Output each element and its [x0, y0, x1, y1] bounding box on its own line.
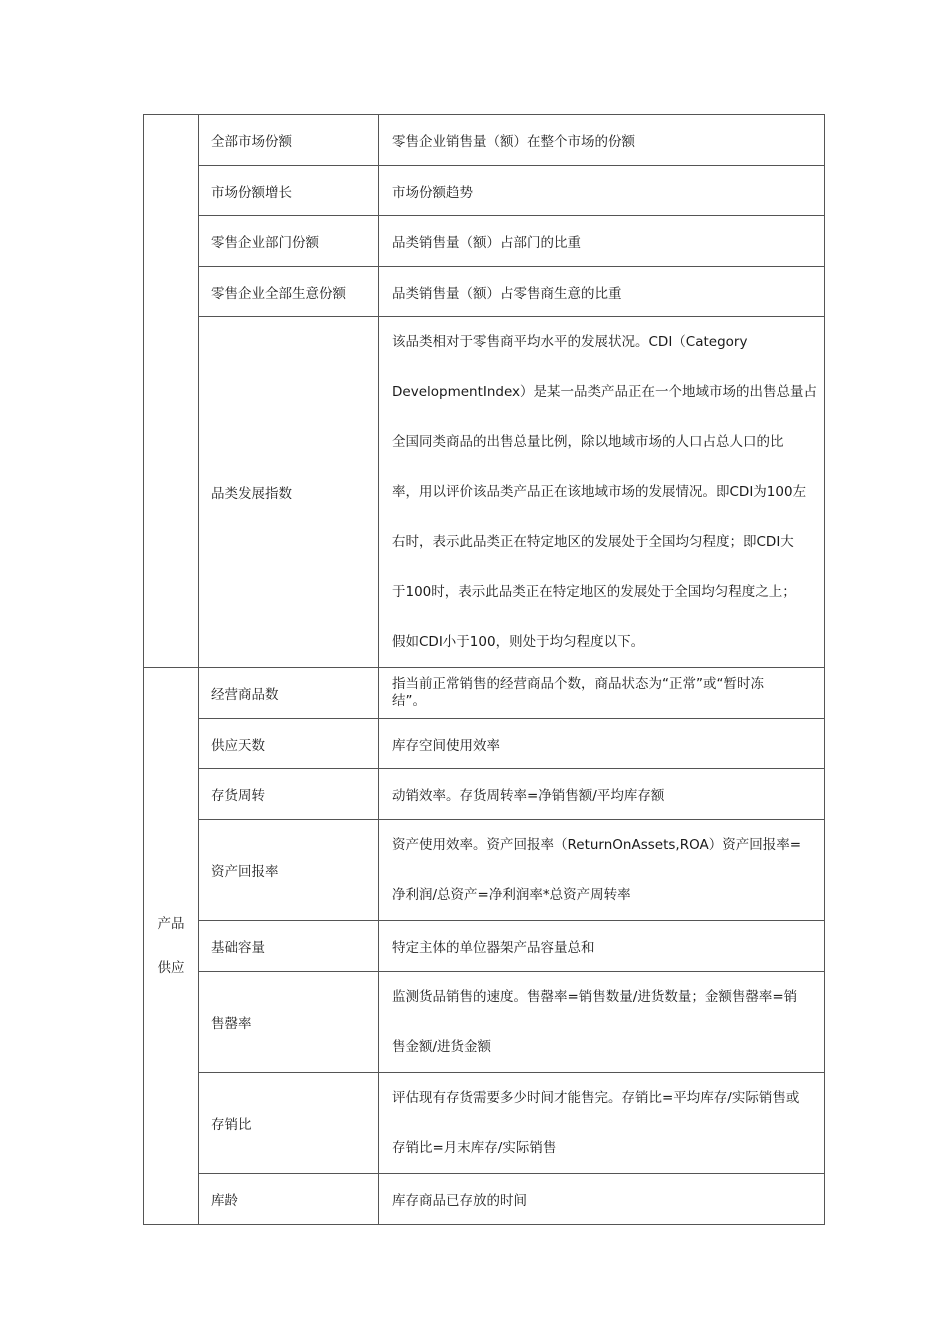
metric-desc: 特定主体的单位器架产品容量总和: [379, 921, 825, 972]
table-row: [144, 769, 825, 820]
metrics-table: [143, 114, 825, 1225]
metric-desc: [379, 668, 825, 719]
table-row: [144, 216, 825, 267]
metric-desc: [379, 1073, 825, 1174]
metric-name: 存货周转: [199, 769, 379, 820]
desc-line: 率，用以评价该品类产品正在该地域市场的发展情况。即CDI为100左: [392, 484, 807, 500]
table-row: [144, 1174, 825, 1225]
metric-name: 售罄率: [199, 972, 379, 1073]
group-cell-market: [144, 115, 199, 668]
table-row: [144, 921, 825, 972]
desc-line: 右时，表示此品类正在特定地区的发展处于全国均匀程度；即CDI大: [392, 534, 794, 550]
table-row: [144, 166, 825, 216]
metric-name: 零售企业全部生意份额: [199, 267, 379, 317]
group-label-line: 产品: [157, 916, 185, 932]
metric-name: 市场份额增长: [199, 166, 379, 216]
desc-line: 净利润/总资产=净利润率*总资产周转率: [392, 887, 631, 903]
metric-name: 品类发展指数: [199, 317, 379, 668]
table-row: [144, 820, 825, 921]
table-row: [144, 115, 825, 166]
metric-desc: 品类销售量（额）占零售商生意的比重: [379, 267, 825, 317]
table-row: [144, 1073, 825, 1174]
metric-name: 供应天数: [199, 719, 379, 769]
desc-line: 该品类相对于零售商平均水平的发展状况。CDI（Category: [392, 334, 748, 350]
desc-line: 评估现有存货需要多少时间才能售完。存销比=平均库存/实际销售或: [392, 1090, 800, 1106]
metric-desc: [379, 972, 825, 1073]
metric-desc: 市场份额趋势: [379, 166, 825, 216]
desc-line: 结”。: [392, 693, 426, 709]
metric-desc: 零售企业销售量（额）在整个市场的份额: [379, 115, 825, 166]
metric-name: 存销比: [199, 1073, 379, 1174]
desc-line: 售金额/进货金额: [392, 1039, 492, 1055]
desc-line: 全国同类商品的出售总量比例，除以地域市场的人口占总人口的比: [392, 434, 784, 450]
group-cell-product-supply: [144, 668, 199, 1225]
metric-name: 零售企业部门份额: [199, 216, 379, 267]
desc-line: 监测货品销售的速度。售罄率=销售数量/进货数量；金额售罄率=销: [392, 989, 798, 1005]
metric-desc: 库存空间使用效率: [379, 719, 825, 769]
desc-line: 存销比=月末库存/实际销售: [392, 1140, 557, 1156]
desc-line: 于100时，表示此品类正在特定地区的发展处于全国均匀程度之上；: [392, 584, 796, 600]
table-row: [144, 267, 825, 317]
metric-desc: [379, 317, 825, 668]
metric-name: 基础容量: [199, 921, 379, 972]
metric-desc: 动销效率。存货周转率=净销售额/平均库存额: [379, 769, 825, 820]
group-label-line: 供应: [157, 960, 185, 976]
table-row: [144, 668, 825, 719]
desc-line: 指当前正常销售的经营商品个数，商品状态为“正常”或“暂时冻: [392, 676, 764, 692]
metric-name: 全部市场份额: [199, 115, 379, 166]
table-row: [144, 719, 825, 769]
desc-line: DevelopmentIndex）是某一品类产品正在一个地域市场的出售总量占: [392, 384, 818, 400]
desc-line: 资产使用效率。资产回报率（ReturnOnAssets,ROA）资产回报率=: [392, 837, 802, 853]
metric-desc: 库存商品已存放的时间: [379, 1174, 825, 1225]
metric-desc: 品类销售量（额）占部门的比重: [379, 216, 825, 267]
metric-name: 经营商品数: [199, 668, 379, 719]
table-row: [144, 972, 825, 1073]
table-row: [144, 317, 825, 668]
metric-name: 库龄: [199, 1174, 379, 1225]
metric-desc: [379, 820, 825, 921]
desc-line: 假如CDI小于100，则处于均匀程度以下。: [392, 634, 645, 650]
metric-name: 资产回报率: [199, 820, 379, 921]
